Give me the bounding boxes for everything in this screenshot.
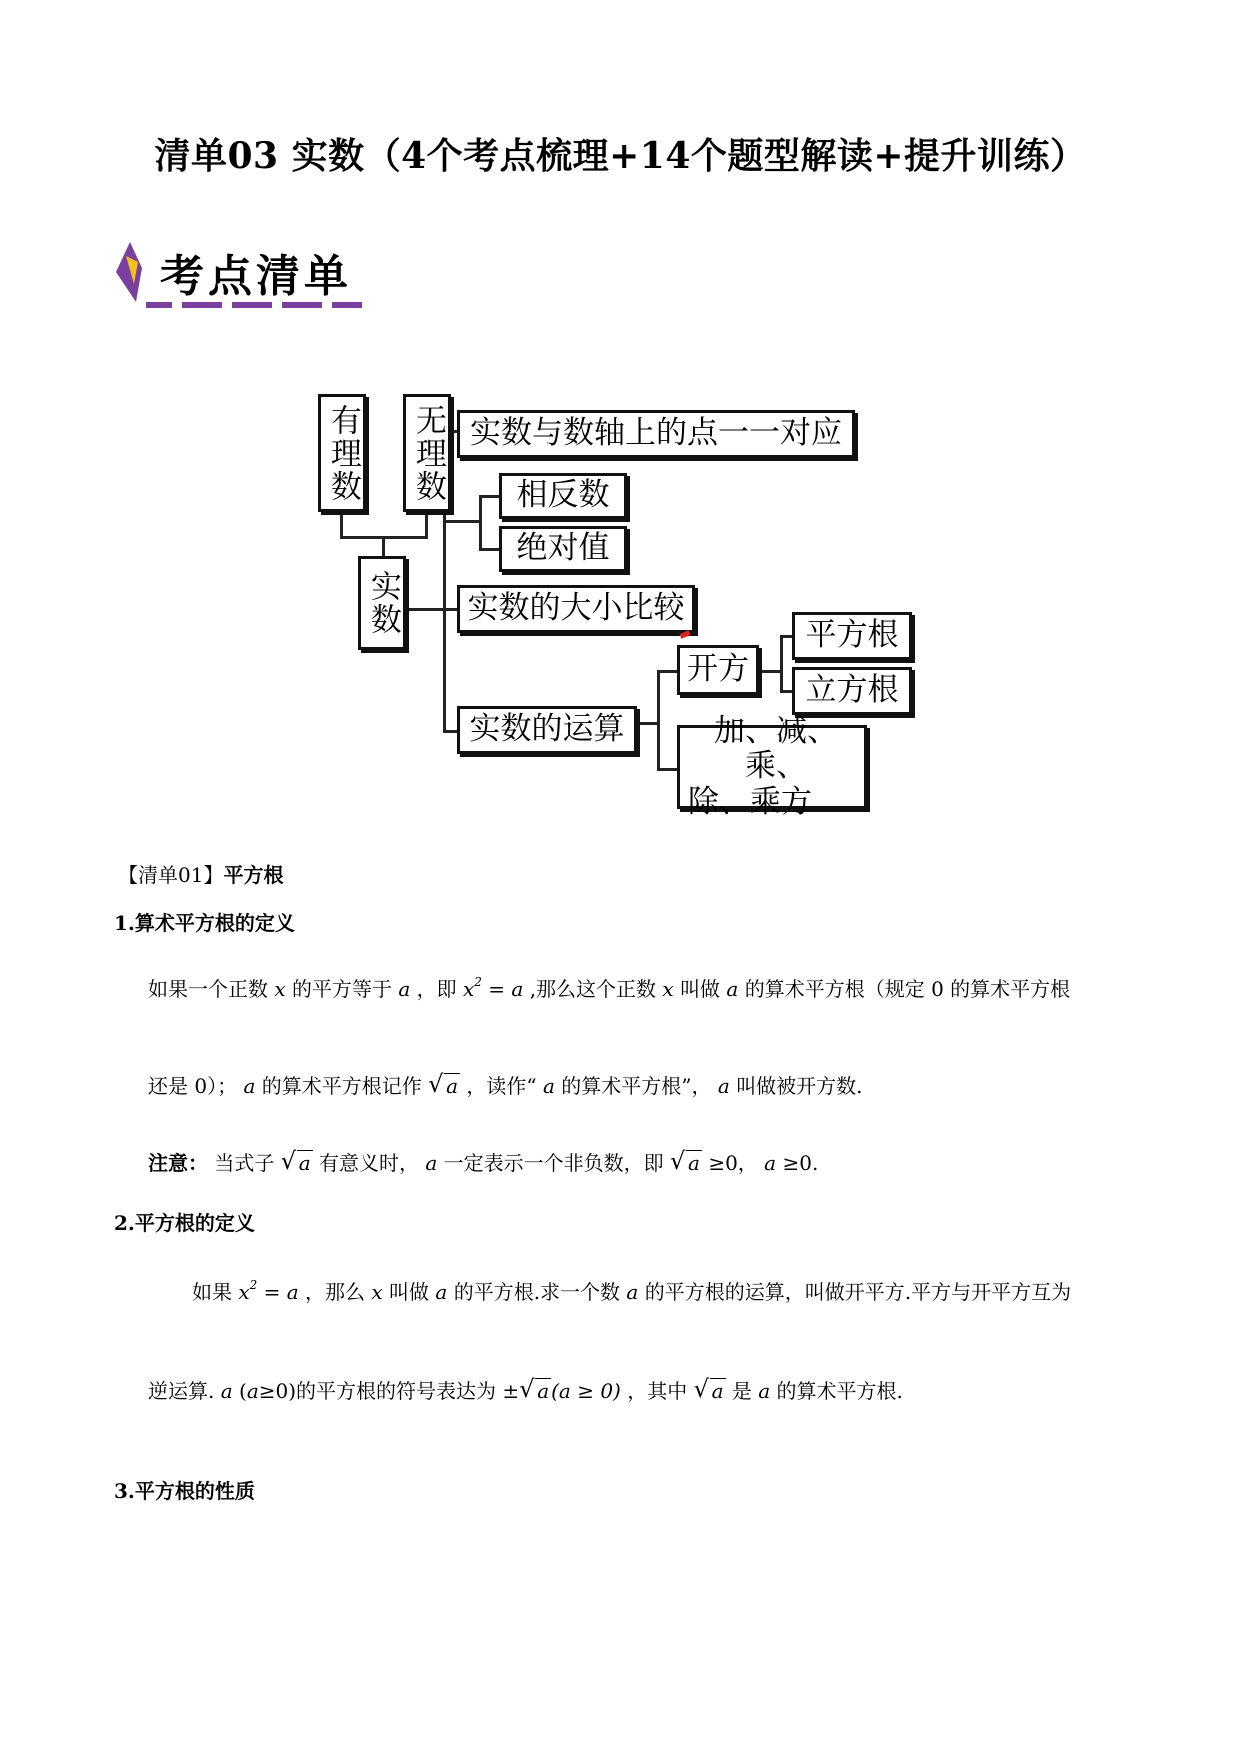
p1-text-c: ，即 [416,977,457,1001]
p1-text-j: 的算术平方根”， [561,1074,712,1098]
sqrt-a [280,1147,313,1176]
section-title: 平方根 [223,863,284,887]
p2-text-a: 如果 [192,1280,232,1304]
math-a: a [717,1074,730,1098]
note-line [148,1147,819,1176]
math-a: a [220,1379,233,1403]
p2-text-h: ≥0)的平方根的符号表达为 [258,1379,497,1403]
pm-sqrt-a-expression [502,1375,621,1403]
sqrt-icon: √ [428,1070,444,1098]
sqrt-a [428,1070,460,1099]
p1-text-b: 的平方等于 [292,977,392,1001]
note-label: 注意： [148,1151,208,1175]
p1-text-h: 的算术平方根记作 [261,1074,422,1098]
math-a: a [758,1379,771,1403]
node-real: 实数 [358,556,406,650]
p1-text-k: 叫做被开方数. [736,1074,863,1098]
node-irrational: 无理数 [403,394,451,512]
p1-text-g: 还是 0）； [148,1074,238,1098]
math-a: a [398,977,411,1001]
math-a: a [425,1151,438,1175]
math-x: x [371,1280,383,1304]
p2-text-f: 逆运算. [148,1379,215,1403]
sqrt-a [693,1375,726,1404]
arith-ops-line2: 除、乘方 [688,783,812,820]
node-absolute: 绝对值 [499,526,627,572]
para1-line1 [148,975,1070,1002]
subheading-1: 1.算术平方根的定义 [114,911,295,935]
note-text-e: ≥0. [782,1151,819,1175]
node-opposite: 相反数 [499,473,627,519]
sqrt-icon: √ [519,1375,535,1403]
arith-ops-line1: 加、减、乘、 [714,712,838,785]
note-text-d: ≥0， [708,1151,758,1175]
math-x: x [274,977,286,1001]
node-arithmetic-ops [677,712,867,820]
sqrt-icon: √ [693,1375,709,1403]
math-x: x [463,977,475,1001]
math-condition: (a ≥ 0) [551,1379,621,1403]
para2-line1 [192,1278,1071,1305]
node-rational: 有理数 [318,394,366,512]
section-prefix: 【清单01】 [118,863,224,887]
math-eq: = a [257,1280,299,1304]
math-a: a [543,1074,555,1098]
pm-sign: ± [502,1379,520,1403]
math-x-squared [238,1280,298,1304]
math-a: a [243,1074,256,1098]
math-sup: 2 [474,975,482,989]
math-a: a [626,1280,639,1304]
section-heading [118,862,283,888]
node-compare: 实数的大小比较 [457,585,695,633]
p1-text-d: ,那么这个正数 [529,977,657,1001]
p1-text-e: 叫做 [680,977,721,1001]
para2-line2 [148,1375,903,1404]
math-sup: 2 [249,1278,258,1292]
note-text-b: 有意义时， [319,1151,420,1175]
concept-diagram [300,380,1020,820]
math-x: x [662,977,674,1001]
page-title: 清单03 实数（4个考点梳理+14个题型解读+提升训练） [154,135,1087,177]
math-a: a [764,1151,777,1175]
p2-text-b: ，那么 [305,1280,366,1304]
note-text-c: 一定表示一个非负数，即 [443,1151,664,1175]
p2-text-d: 的平方根.求一个数 [453,1280,621,1304]
sqrt-a [670,1147,702,1176]
p2-text-j: 是 [731,1379,752,1403]
math-x-squared [463,977,523,1001]
math-a: a [537,1379,550,1403]
p2-text-e: 的平方根的运算，叫做开平方.平方与开平方互为 [644,1280,1072,1304]
subheading-3: 3.平方根的性质 [114,1479,255,1503]
math-a: a [298,1151,311,1175]
node-correspondence: 实数与数轴上的点一一对应 [457,410,855,458]
sqrt-a [519,1375,551,1404]
math-a: a [688,1151,700,1175]
note-text-a: 当式子 [214,1151,275,1175]
p2-text-g: ( [239,1379,247,1403]
p1-text-i: ，读作“ [466,1074,537,1098]
p2-text-c: 叫做 [389,1280,430,1304]
node-roots: 开方 [677,645,759,695]
math-a: a [726,977,739,1001]
banner-title: 考点清单 [160,251,352,302]
para1-line2 [148,1070,863,1099]
p2-text-k: 的算术平方根. [776,1379,903,1403]
p1-text-f: 的算术平方根（规定 0 的算术平方根 [744,977,1071,1001]
node-square-root: 平方根 [792,612,912,660]
sqrt-icon: √ [670,1147,686,1175]
math-a: a [711,1379,724,1403]
p1-text-a: 如果一个正数 [148,977,268,1001]
subheading-2: 2.平方根的定义 [114,1211,255,1235]
node-operations: 实数的运算 [457,706,637,754]
math-a: a [446,1074,459,1098]
p2-text-i: ，其中 [627,1379,688,1403]
math-a: a [435,1280,448,1304]
math-a: a [246,1379,259,1403]
math-eq: = a [481,977,524,1001]
sqrt-icon: √ [280,1147,297,1175]
node-cube-root: 立方根 [792,667,912,715]
math-x: x [238,1280,250,1304]
